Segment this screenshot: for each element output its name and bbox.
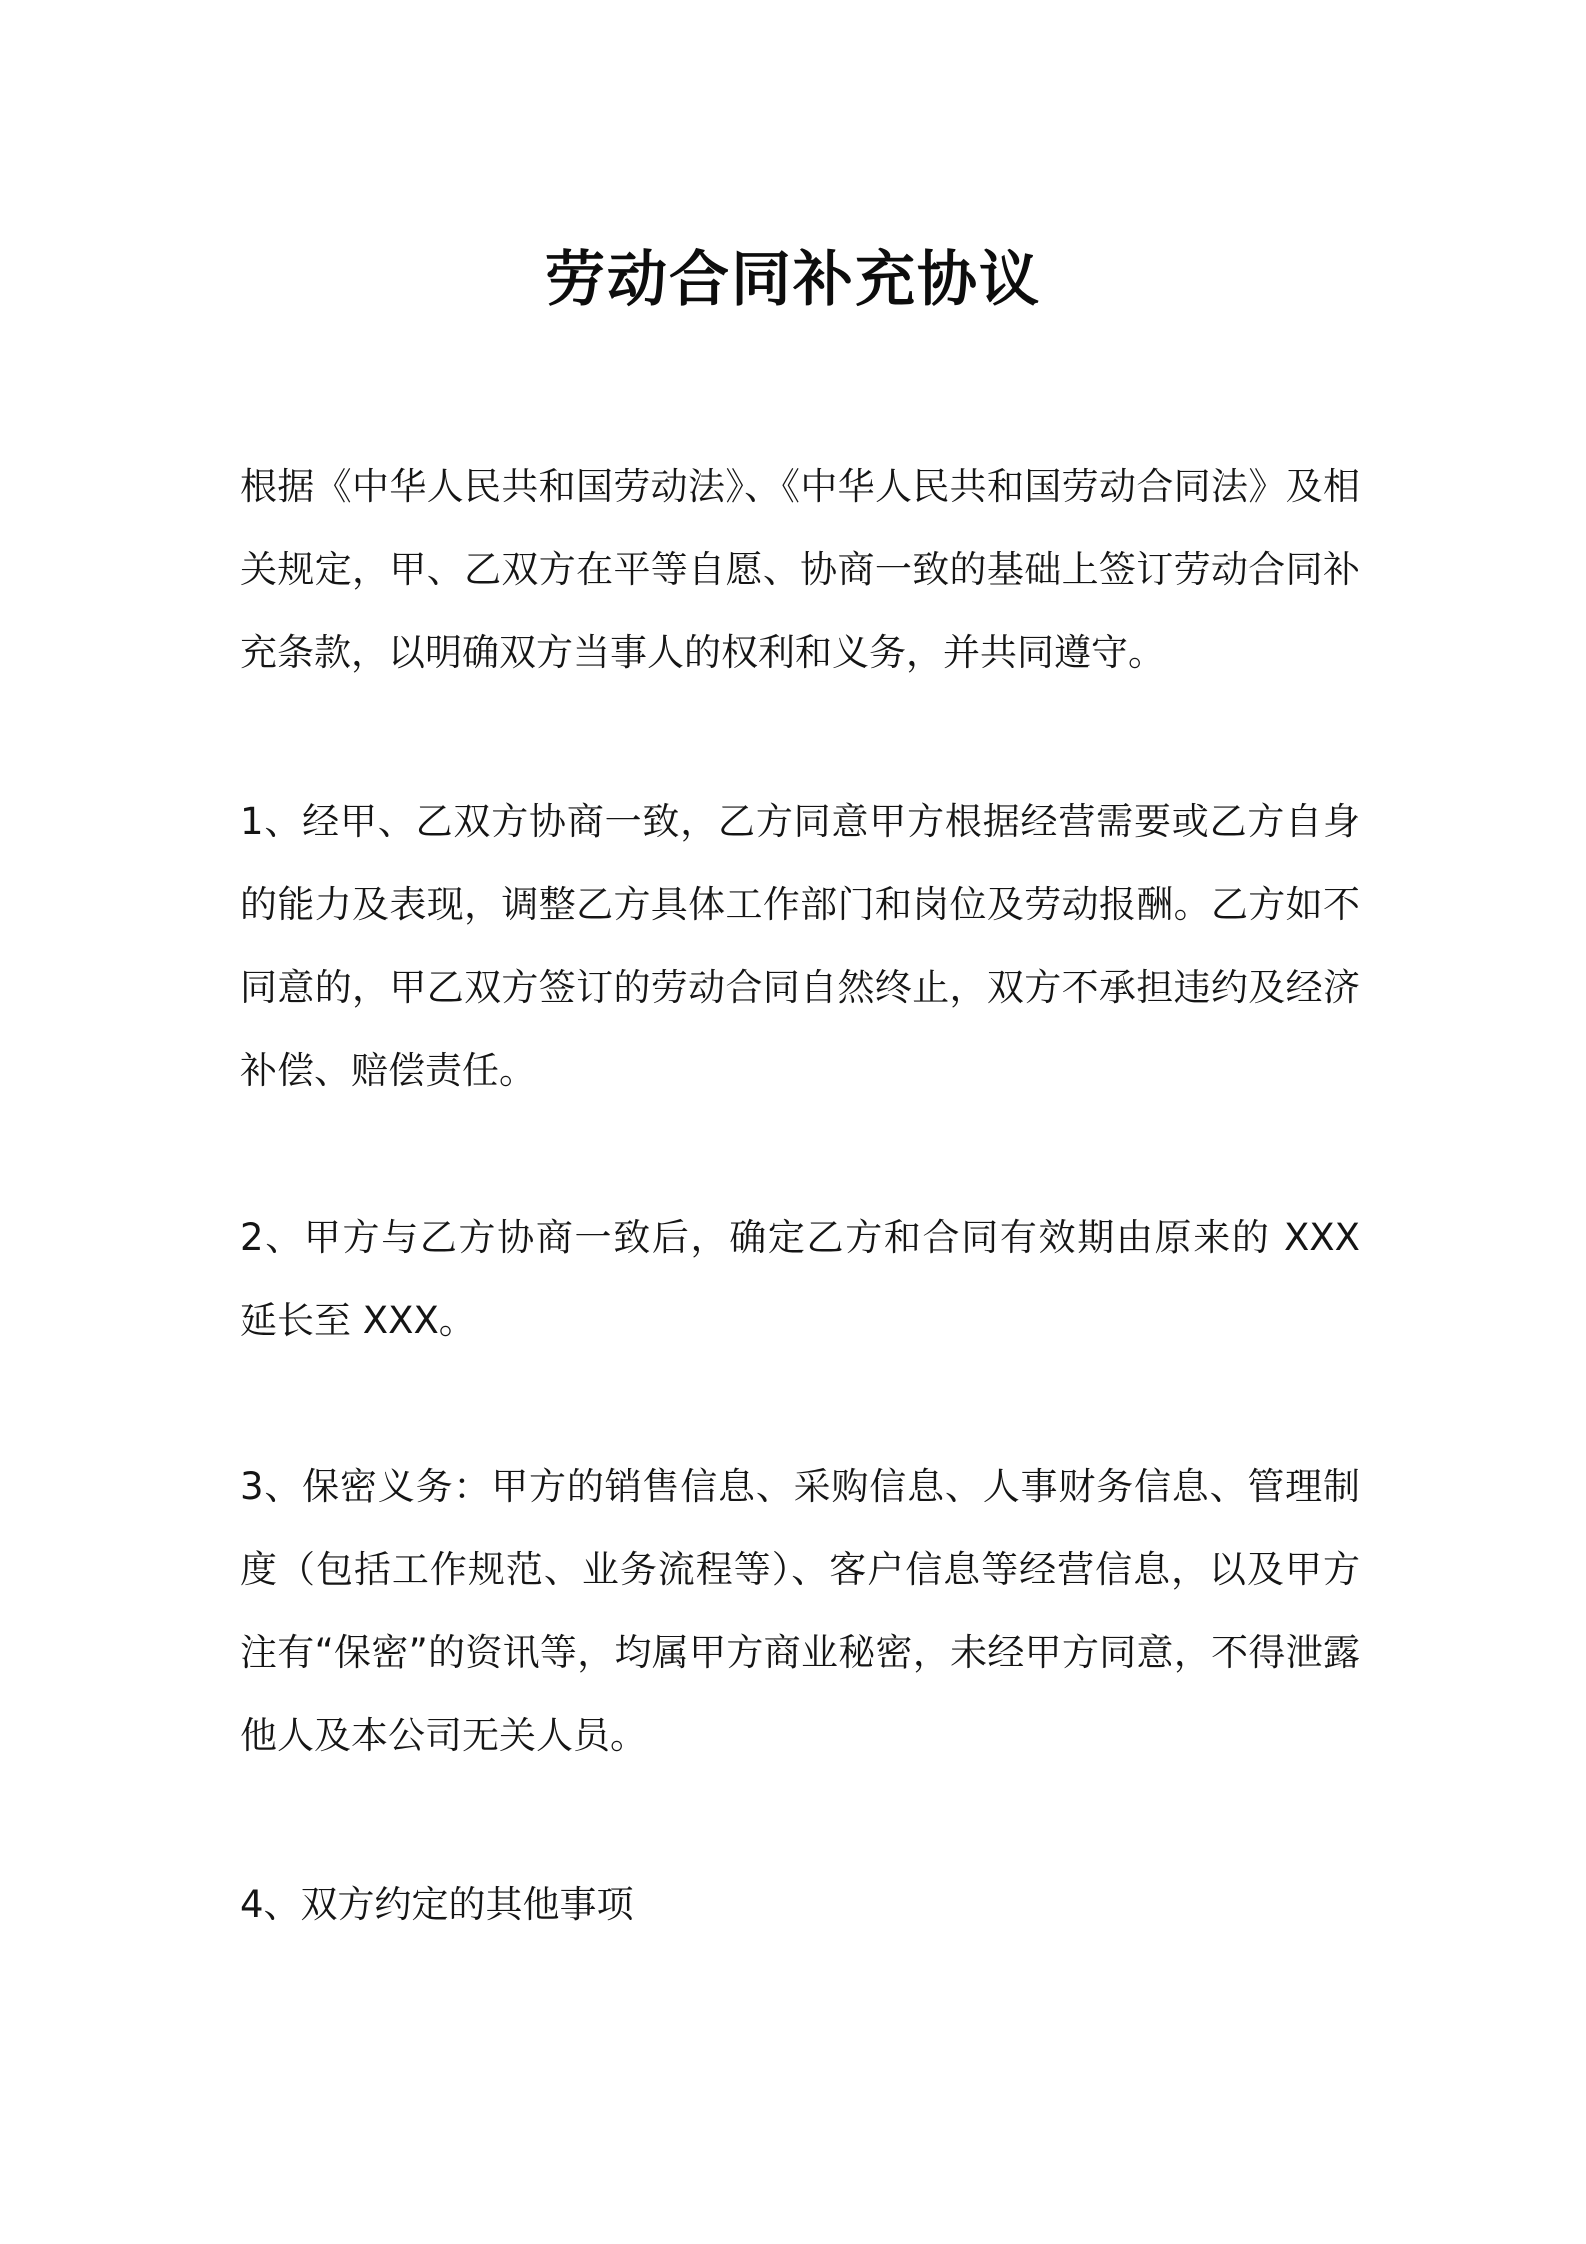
clause-2-paragraph: 2、甲方与乙方协商一致后，确定乙方和合同有效期由原来的 XXX 延长至 XXX。 (240, 1216, 1360, 1342)
clause-4-paragraph: 4、双方约定的其他事项 (240, 1883, 634, 1926)
document-title: 劳动合同补充协议 (545, 245, 1041, 316)
clause-1-paragraph: 1、经甲、乙双方协商一致，乙方同意甲方根据经营需要或乙方自身的能力及表现，调整乙方具体工作部门和岗位及劳动报酬。乙方如不同意的，甲乙双方签订的劳动合同自然终止，双方不承担违约及经济补偿、赔偿责任。 (240, 800, 1360, 1092)
clause-3-paragraph: 3、保密义务：甲方的销售信息、采购信息、人事财务信息、管理制度（包括工作规范、业务流程等）、客户信息等经营信息，以及甲方注有“保密”的资讯等，均属甲方商业秘密，未经甲方同意，不得泄露他人及本公司无关人员。 (240, 1465, 1360, 1757)
intro-paragraph: 根据《中华人民共和国劳动法》、《中华人民共和国劳动合同法》及相关规定，甲、乙双方在平等自愿、协商一致的基础上签订劳动合同补充条款，以明确双方当事人的权利和义务，并共同遵守。 (240, 465, 1360, 674)
